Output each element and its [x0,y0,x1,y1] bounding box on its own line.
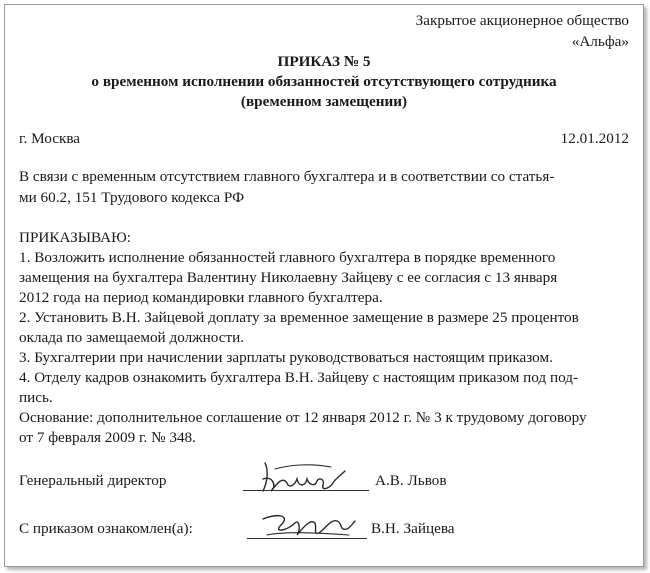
order-item-line: замещения на бухгалтера Валентину Николаевну Зайцеву с ее согласия с 13 января [19,269,558,286]
basis-line1: Основание: дополнительное соглашение от 12 января 2012 г. № 3 к трудовому договору [19,409,587,426]
order-item-line: оклада по замещаемой должности. [19,329,245,346]
order-title: ПРИКАЗ № 5 [277,53,371,70]
director-label: Генеральный директор [19,472,167,489]
basis-line2: от 7 февраля 2009 г. № 348. [19,429,196,446]
company-name-line1: Закрытое акционерное общество [415,12,629,29]
order-item-line: 4. Отделу кадров ознакомить бухгалтера В.Н. Зайцеву с настоящим приказом под под- [19,369,579,386]
order-item-line: пись. [19,389,53,406]
place: г. Москва [19,130,81,147]
acquainted-label: С приказом ознакомлен(а): [19,520,193,537]
order-subject: о временном исполнении обязанностей отсутствующего сотрудника [91,73,557,90]
preamble-line2: ми 60.2, 151 Трудового кодекса РФ [19,189,245,206]
order-subject-note: (временном замещении) [240,93,408,110]
order-item-line: 2. Установить В.Н. Зайцевой доплату за временное замещение в размере 25 процентов [19,309,579,326]
acquainted-signature [257,505,357,545]
order-word: ПРИКАЗЫВАЮ: [19,229,131,246]
company-name-line2: «Альфа» [571,33,629,50]
order-item-line: 3. Бухгалтерии при начислении зарплаты руководствоваться настоящим приказом. [19,349,553,366]
order-item-line: 2012 года на период командировки главного бухгалтера. [19,289,383,306]
order-item-line: 1. Возложить исполнение обязанностей главного бухгалтера в порядке временного [19,249,556,266]
director-signature [259,457,349,497]
preamble-line1: В связи с временным отсутствием главного бухгалтера и в соответствии со статья- [19,168,555,185]
order-date: 12.01.2012 [560,130,629,147]
acquainted-name: В.Н. Зайцева [371,520,455,537]
order-document [4,4,644,567]
director-name: А.В. Львов [375,472,447,489]
